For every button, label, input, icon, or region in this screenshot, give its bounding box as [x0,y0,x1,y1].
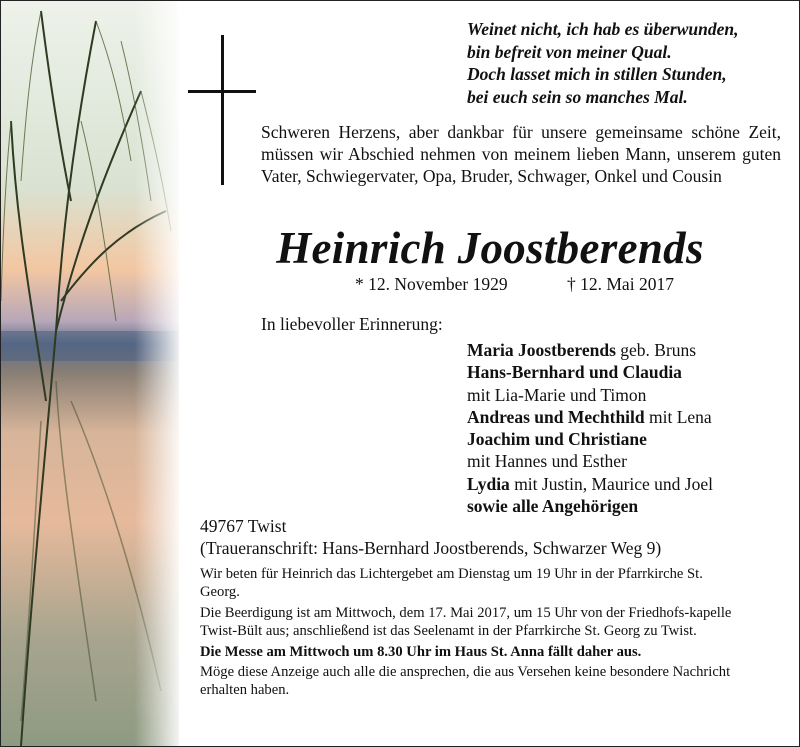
river-tree-photo [1,1,179,746]
family-list [467,339,713,517]
funeral-notice: Die Beerdigung ist am Mittwoch, dem 17. Mai 2017, um 15 Uhr von der Friedhofs-kapelle Twist-Bült aus; anschließend ist das Seelenamt in der Pfarrkirche St. Georg zu Twist. [200,604,732,640]
poem-line: Weinet nicht, ich hab es überwunden, [467,19,739,39]
prayer-notice: Wir beten für Heinrich das Lichtergebet am Dienstag um 19 Uhr in der Pfarrkirche St. Georg. [200,566,703,601]
cross-icon-vertical [221,35,224,185]
intro-text: Schweren Herzens, aber dankbar für unsere gemeinsame schöne Zeit, müssen wir Abschied nehmen von meinem lieben Mann, unserem guten Vater, Schwiegervater, Opa, Bruder, Schwager, Onkel und Cousin [261,122,781,186]
mass-notice: Die Messe am Mittwoch um 8.30 Uhr im Haus St. Anna fällt daher aus. [200,643,642,660]
birth-date: * 12. November 1929 [355,274,508,294]
family-line: Lydia mit Justin, Maurice und Joel [467,473,713,494]
poem-line: bin befreit von meiner Qual. [467,41,672,62]
notices [200,565,732,702]
family-line: mit Lia-Marie und Timon [467,384,647,405]
family-line: Hans-Bernhard und Claudia [467,362,682,383]
landscape-image [1,1,179,746]
family-line: sowie alle Angehörigen [467,496,639,517]
poem-line: bei euch sein so manches Mal. [467,86,688,107]
family-line: Maria Joostberends geb. Bruns [467,340,697,360]
cross-icon-horizontal [188,90,256,93]
poem [467,18,738,108]
family-line: Andreas und Mechthild mit Lena [467,406,712,427]
family-line: mit Hannes und Esther [467,451,627,472]
family-line: Joachim und Christiane [467,429,647,450]
address-block [200,515,661,559]
closing-notice: Möge diese Anzeige auch alle die ansprechen, die aus Versehen keine besondere Nachricht erhalten haben. [200,664,731,699]
memory-label: In liebevoller Erinnerung: [261,314,443,334]
address-city: 49767 Twist [200,516,287,536]
mourning-address: (Traueranschrift: Hans-Bernhard Joostberends, Schwarzer Weg 9) [200,538,662,558]
poem-line: Doch lasset mich in stillen Stunden, [467,64,727,84]
death-date: † 12. Mai 2017 [567,274,674,294]
deceased-name: Heinrich Joostberends [276,223,704,273]
